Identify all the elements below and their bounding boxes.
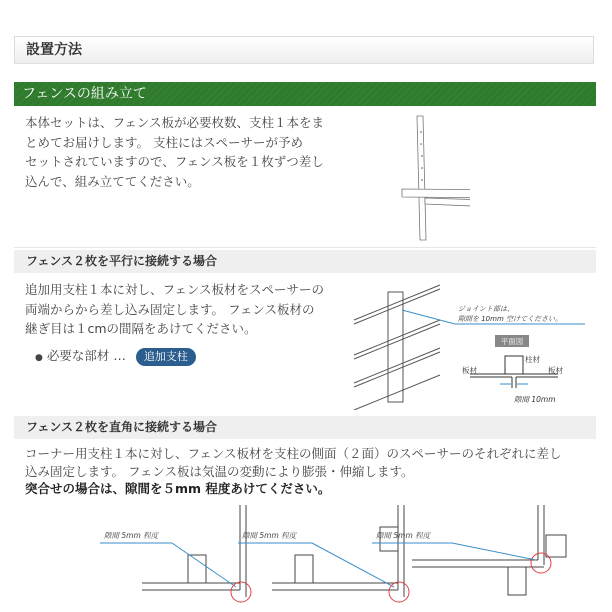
- plan-view-label: 平面図: [500, 337, 524, 346]
- page-title: 設置方法: [14, 36, 594, 64]
- fence-assembly-illustration: [400, 112, 470, 244]
- text-line: 込み固定します。 フェンス板は気温の変動により膨張・伸縮します。: [25, 463, 414, 479]
- gap-label: 隙間 10mm: [514, 395, 556, 404]
- required-part-badge[interactable]: 追加支柱: [136, 348, 196, 366]
- board-left-label: 板材: [462, 366, 477, 375]
- divider: [14, 247, 596, 248]
- board-right-label: 板材: [548, 366, 563, 375]
- corner-diagrams: [0, 505, 612, 612]
- corner-diagram-3: [372, 505, 566, 595]
- assembly-description: [25, 113, 324, 191]
- gap-label: 隙間 5mm 程度: [242, 531, 297, 540]
- joint-note-line1: ジョイント部は、: [458, 305, 514, 313]
- text-line: コーナー用支柱１本に対し、フェンス板材を支柱の側面（２面）のスペーサーのそれぞれに差し: [25, 446, 562, 461]
- section-title-assembly: フェンスの組み立て: [14, 82, 596, 106]
- gap-label: 隙間 5mm 程度: [104, 531, 159, 540]
- text-line: 継ぎ目は１cmの間隔をあけてください。: [25, 321, 257, 336]
- parallel-joint-diagram: [350, 280, 600, 410]
- text-line: とめてお届けします。 支柱にはスペーサーが予め: [25, 134, 303, 150]
- section-title-parallel: フェンス２枚を平行に接続する場合: [14, 250, 596, 273]
- post-label: 柱材: [525, 355, 540, 364]
- bullet-icon: ●: [35, 352, 43, 363]
- corner-diagram-2: [238, 505, 409, 602]
- text-line: セットされていますので、フェンス板を１枚ずつ差し: [25, 154, 324, 169]
- right-angle-description: [25, 444, 562, 499]
- text-line: 両端からから差し込み固定します。 フェンス板材の: [25, 301, 315, 317]
- emphasis-text: 突合せの場合は、隙間を５mm 程度あけてください。: [25, 481, 331, 496]
- gap-label: 隙間 5mm 程度: [376, 531, 431, 540]
- text-line: 追加用支柱１本に対し、フェンス板材をスペーサーの: [25, 282, 325, 297]
- parallel-description: [25, 280, 324, 368]
- joint-note-line2: 隙間を 10mm 空けてください。: [458, 315, 562, 323]
- section-title-right-angle: フェンス２枚を直角に接続する場合: [14, 416, 596, 439]
- required-parts: [25, 346, 324, 369]
- corner-diagram-1: [100, 505, 251, 602]
- text-line: 込んで、組み立ててください。: [25, 173, 200, 189]
- text-line: 本体セットは、フェンス板が必要枚数、支柱１本をま: [25, 115, 325, 130]
- required-label: 必要な部材 …: [46, 347, 126, 363]
